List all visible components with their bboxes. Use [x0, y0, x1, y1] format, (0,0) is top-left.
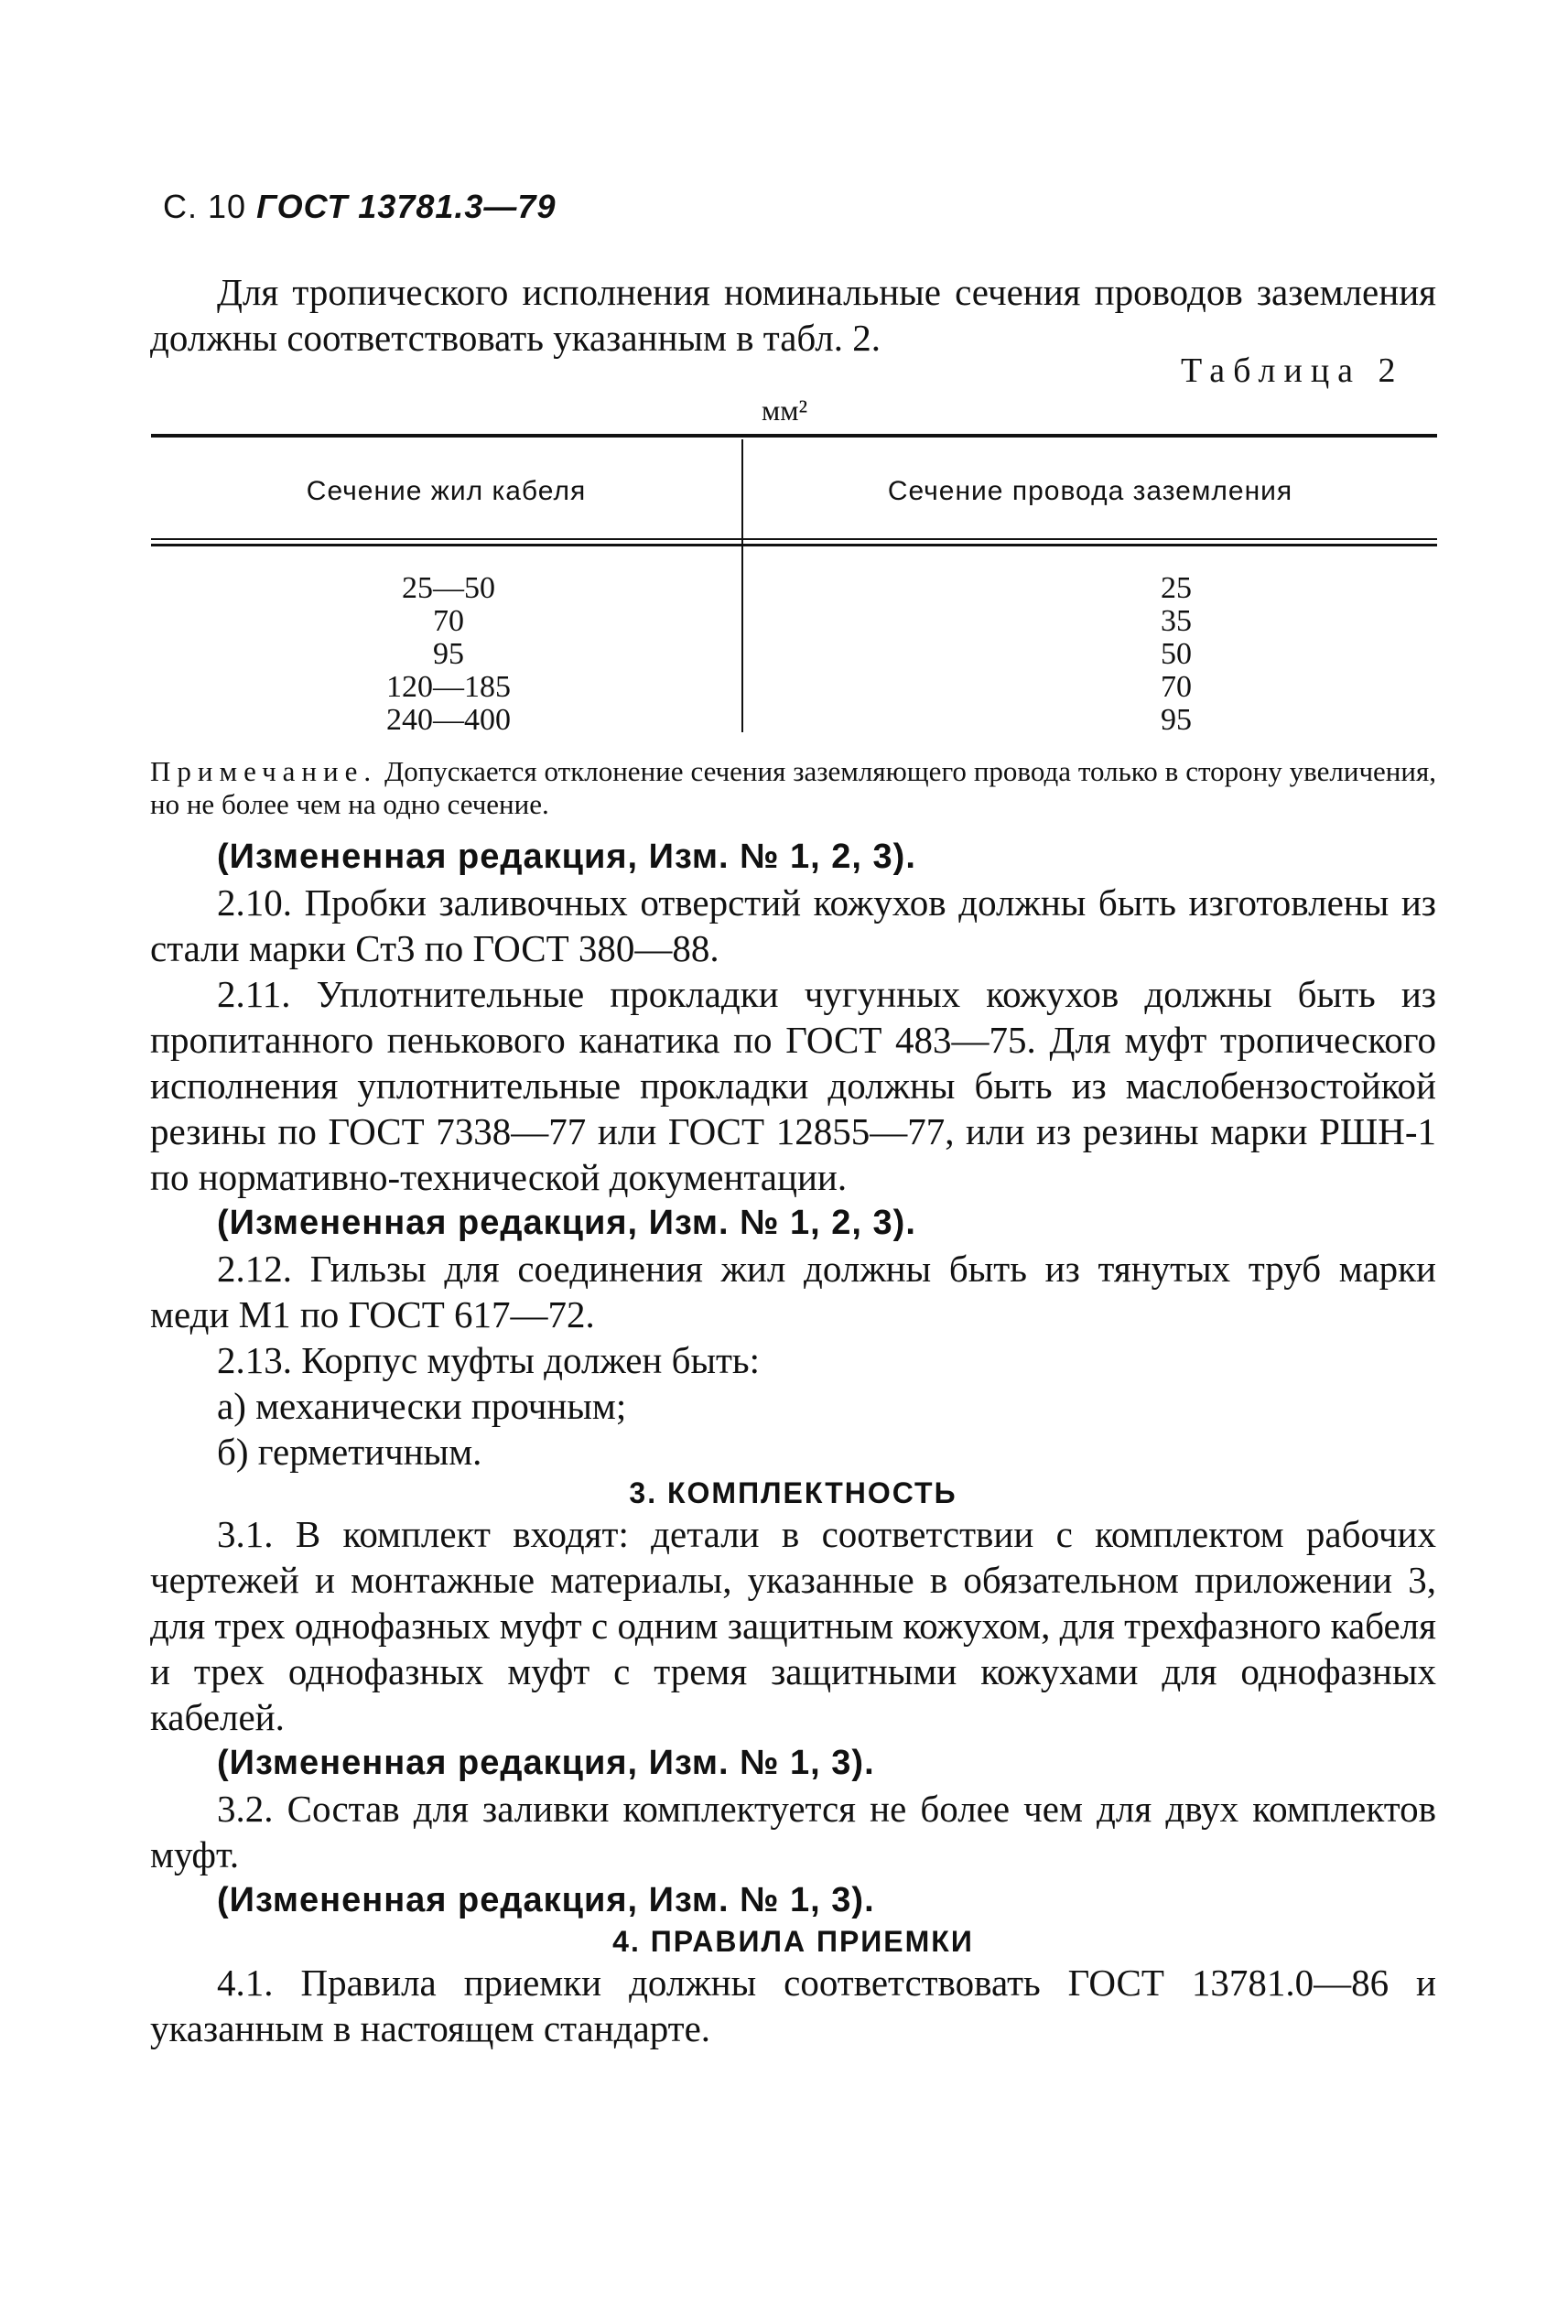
- clause-3-1: 3.1. В комплект входят: детали в соответствии с комплектом рабочих чертежей и монтажные материалы, указанные в обязательном приложении 3, для трех однофазных муфт с одним защитным кожухом, для трехфазного кабеля и трех однофазных муфт с тремя защитными кожухами для однофазных кабелей.: [150, 1513, 1436, 1738]
- table-cell: 70: [433, 604, 464, 638]
- intro-paragraph: Для тропического исполнения номинальные сечения проводов заземления должны соответствовать указанным в табл. 2.: [150, 271, 1436, 359]
- clause-2-13-a: а) механически прочным;: [217, 1385, 627, 1427]
- section-heading-4: 4. ПРАВИЛА ПРИЕМКИ: [612, 1925, 974, 1958]
- amendment-note: (Измененная редакция, Изм. № 1, 3).: [217, 1744, 875, 1782]
- clause-2-13: 2.13. Корпус муфты должен быть:: [217, 1339, 761, 1381]
- table-header-ground-wire-section: Сечение провода заземления: [887, 476, 1293, 506]
- table-caption: Таблица 2: [1181, 351, 1404, 390]
- clause-2-12: 2.12. Гильзы для соединения жил должны быть из тянутых труб марки меди М1 по ГОСТ 617—72.: [150, 1248, 1436, 1335]
- note-text: Допускается отклонение сечения заземляющего провода только в сторону увеличения, но не более чем на одно сечение.: [150, 755, 1436, 820]
- table-units: мм²: [762, 394, 808, 427]
- clause-2-11: 2.11. Уплотнительные прокладки чугунных кожухов должны быть из пропитанного пенькового канатика по ГОСТ 483—75. Для муфт тропического исполнения уплотнительные прокладки должны быть из маслобензостойкой резины по ГОСТ 7338—77 или ГОСТ 12855—77, или из резины марки РШН-1 по нормативно-технической документации.: [150, 973, 1436, 1198]
- table-header-rule: [151, 538, 1437, 540]
- table-note: [150, 755, 1436, 821]
- table-cell: 50: [1161, 637, 1192, 671]
- amendment-note: (Измененная редакция, Изм. № 1, 2, 3).: [217, 1204, 916, 1242]
- table-header-rule-double: [151, 544, 1437, 546]
- clause-3-2: 3.2. Состав для заливки комплектуется не более чем для двух комплектов муфт.: [150, 1788, 1436, 1875]
- amendment-note: (Измененная редакция, Изм. № 1, 2, 3).: [217, 838, 916, 876]
- main-text: [150, 834, 1436, 2051]
- clause-4-1: 4.1. Правила приемки должны соответствовать ГОСТ 13781.0—86 и указанным в настоящем стандарте.: [150, 1962, 1436, 2049]
- standard-title: ГОСТ 13781.3—79: [256, 188, 557, 225]
- table-cell: 240—400: [386, 703, 511, 737]
- table-cell: 120—185: [386, 670, 511, 704]
- table-top-rule: [151, 434, 1437, 438]
- clause-2-10: 2.10. Пробки заливочных отверстий кожухов должны быть изготовлены из стали марки Ст3 по ГОСТ 380—88.: [150, 881, 1436, 969]
- section-heading-3: 3. КОМПЛЕКТНОСТЬ: [629, 1476, 957, 1509]
- page-header: [163, 188, 556, 226]
- grounding-table: [151, 430, 1437, 741]
- clause-2-13-b: б) герметичным.: [217, 1431, 482, 1473]
- table-cell: 95: [1161, 703, 1192, 737]
- table-header-cable-section: Сечение жил кабеля: [306, 476, 587, 506]
- table-cell: 95: [433, 637, 464, 671]
- amendment-note: (Измененная редакция, Изм. № 1, 3).: [217, 1881, 875, 1919]
- table-cell: 25—50: [402, 571, 495, 605]
- table-cell: 70: [1161, 670, 1192, 704]
- note-label: Примечание.: [150, 755, 378, 787]
- table-column-cable: [151, 572, 746, 737]
- table-column-ground-wire: [1103, 572, 1249, 737]
- table-cell: 25: [1161, 571, 1192, 605]
- table-cell: 35: [1161, 604, 1192, 638]
- page-number: С. 10: [163, 188, 247, 225]
